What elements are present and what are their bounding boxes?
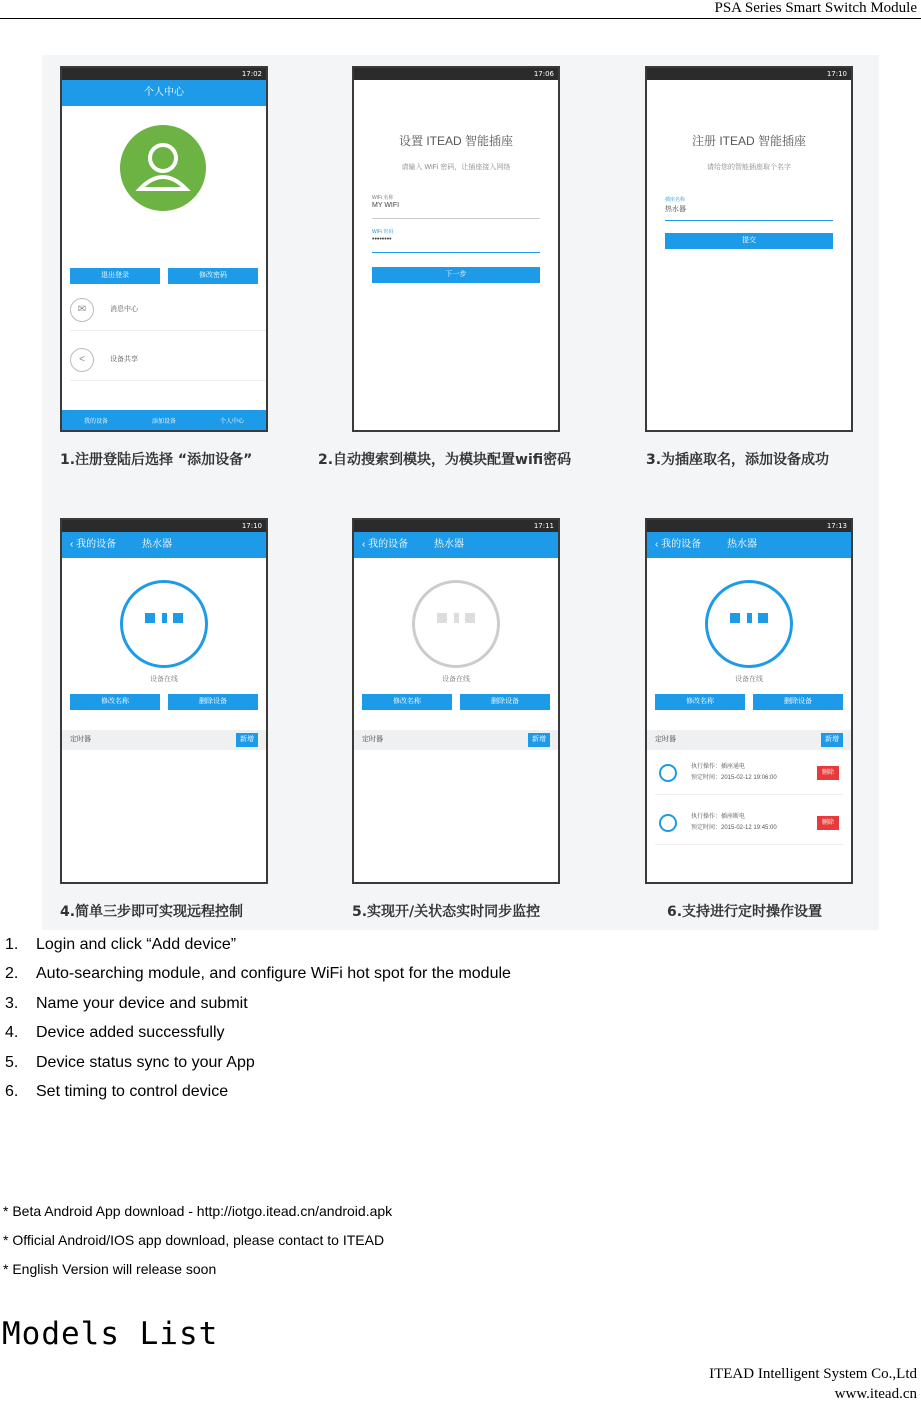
back-label: 我的设备 <box>661 539 702 550</box>
screenshot-collage <box>42 55 879 930</box>
delete-device-button[interactable]: 删除设备 <box>460 694 550 710</box>
wifi-name-label: WiFi 名称 <box>372 195 394 201</box>
delete-timer-button[interactable]: 删除 <box>817 766 839 780</box>
add-timer-button[interactable]: 新增 <box>821 733 843 747</box>
device-status: 设备在线 <box>150 676 178 683</box>
caption-4: 4.简单三步即可实现远程控制 <box>60 904 244 920</box>
timer-time: 预定时间：2015-02-12 19:06:00 <box>691 775 777 781</box>
register-heading: 注册 ITEAD 智能插座 <box>691 134 806 148</box>
delete-device-button[interactable]: 删除设备 <box>168 694 258 710</box>
wifi-password-field[interactable]: •••••••• <box>372 236 540 253</box>
phone-screen-1 <box>60 66 268 432</box>
device-status: 设备在线 <box>442 676 470 683</box>
footer-website[interactable]: www.itead.cn <box>834 1386 917 1402</box>
title-bar <box>354 532 558 558</box>
bottom-nav <box>62 410 266 430</box>
add-timer-button[interactable]: 新增 <box>236 733 258 747</box>
device-share-item[interactable] <box>70 340 266 381</box>
list-item: 2. Auto-searching module, and configure WiFi hot spot for the module <box>5 965 511 983</box>
device-title: 热水器 <box>142 539 172 550</box>
back-label: 我的设备 <box>368 539 409 550</box>
wifi-password-label: WiFi 密码 <box>372 229 394 235</box>
nav-profile[interactable]: 个人中心 <box>219 418 244 425</box>
menu-label: 设备共享 <box>110 356 138 363</box>
timer-time: 预定时间：2015-02-12 19:45:00 <box>691 825 777 831</box>
socket-power-icon[interactable] <box>120 580 208 668</box>
timer-label: 定时器 <box>362 736 383 743</box>
rename-button[interactable]: 修改名称 <box>70 694 160 710</box>
caption-2: 2.自动搜索到模块，为模块配置wifi密码 <box>318 452 572 468</box>
envelope-icon: ✉ <box>70 298 94 322</box>
nav-my-devices[interactable]: 我的设备 <box>83 418 108 425</box>
status-bar: 17:10 <box>62 520 266 532</box>
back-link[interactable]: ‹ 我的设备 <box>70 539 117 550</box>
phone-screen-4 <box>60 518 268 884</box>
next-button[interactable]: 下一步 <box>372 267 540 283</box>
timer-label: 定时器 <box>655 736 676 743</box>
device-name-field[interactable]: 热水器 <box>665 204 833 221</box>
caption-3: 3.为插座取名，添加设备成功 <box>646 452 830 468</box>
caption-1: 1.注册登陆后选择 “添加设备” <box>60 452 253 468</box>
download-notes <box>3 1197 392 1284</box>
back-link[interactable]: ‹ 我的设备 <box>655 539 702 550</box>
device-status: 设备在线 <box>735 676 763 683</box>
phone-screen-2 <box>352 66 560 432</box>
logout-button[interactable]: 退出登录 <box>70 268 160 284</box>
status-bar: 17:11 <box>354 520 558 532</box>
note-official-download: * Official Android/IOS app download, please contact to ITEAD <box>3 1232 385 1248</box>
list-item: 1. Login and click “Add device” <box>5 936 237 953</box>
note-english-version: * English Version will release soon <box>3 1261 217 1277</box>
screen-title: 个人中心 <box>144 87 184 98</box>
status-bar: 17:02 <box>62 68 266 80</box>
device-title: 热水器 <box>434 539 464 550</box>
delete-timer-button[interactable]: 删除 <box>817 816 839 830</box>
phone-screen-5 <box>352 518 560 884</box>
timer-label: 定时器 <box>70 736 91 743</box>
list-item: 3. Name your device and submit <box>5 994 248 1012</box>
change-password-button[interactable]: 修改密码 <box>168 268 258 284</box>
note-beta-download[interactable]: * Beta Android App download - http://iotgo.itead.cn/android.apk <box>3 1203 393 1219</box>
back-label: 我的设备 <box>76 539 117 550</box>
register-subtitle: 请给您的智能插座取个名字 <box>707 164 791 171</box>
submit-button[interactable]: 提交 <box>665 233 833 249</box>
models-list-heading: Models List <box>2 1316 219 1352</box>
title-bar <box>647 532 851 558</box>
timer-item[interactable] <box>655 806 843 845</box>
menu-label: 消息中心 <box>110 306 138 313</box>
setup-subtitle: 请输入 WiFi 密码，让插座接入网络 <box>401 164 511 171</box>
socket-power-icon[interactable] <box>412 580 500 668</box>
add-timer-button[interactable]: 新增 <box>528 733 550 747</box>
caption-6: 6.支持进行定时操作设置 <box>667 904 823 920</box>
header-title: PSA Series Smart Switch Module <box>714 0 917 16</box>
footer-company: ITEAD Intelligent System Co.,Ltd <box>709 1366 917 1382</box>
delete-device-button[interactable]: 删除设备 <box>753 694 843 710</box>
alarm-clock-icon <box>659 814 677 832</box>
caption-5: 5.实现开/关状态实时同步监控 <box>352 904 541 920</box>
setup-heading: 设置 ITEAD 智能插座 <box>398 134 513 148</box>
share-icon: < <box>70 348 94 372</box>
status-bar: 17:06 <box>354 68 558 80</box>
timer-item[interactable] <box>655 756 843 795</box>
steps-list <box>5 930 511 1106</box>
rename-button[interactable]: 修改名称 <box>655 694 745 710</box>
alarm-clock-icon <box>659 764 677 782</box>
socket-power-icon[interactable] <box>705 580 793 668</box>
list-item: 4. Device added successfully <box>5 1024 225 1042</box>
title-bar <box>62 532 266 558</box>
timer-row <box>354 730 558 750</box>
phone-screen-3 <box>645 66 853 432</box>
status-bar: 17:13 <box>647 520 851 532</box>
timer-action: 执行操作：插座通电 <box>691 764 746 770</box>
message-center-item[interactable] <box>70 290 266 331</box>
timer-row <box>647 730 851 750</box>
rename-button[interactable]: 修改名称 <box>362 694 452 710</box>
back-link[interactable]: ‹ 我的设备 <box>362 539 409 550</box>
header-divider <box>0 18 921 19</box>
device-name-label: 插座名称 <box>665 197 686 203</box>
user-avatar-icon <box>120 125 206 211</box>
list-item: 6. Set timing to control device <box>5 1083 229 1101</box>
footer <box>709 1364 917 1404</box>
wifi-name-field[interactable]: MY WIFI <box>372 202 540 219</box>
phone-screen-6 <box>645 518 853 884</box>
title-bar <box>62 80 266 106</box>
device-title: 热水器 <box>727 539 757 550</box>
list-item: 5. Device status sync to your App <box>5 1053 255 1071</box>
nav-add-device[interactable]: 添加设备 <box>151 418 176 425</box>
timer-row <box>62 730 266 750</box>
status-bar: 17:10 <box>647 68 851 80</box>
timer-action: 执行操作：插座断电 <box>691 814 746 820</box>
